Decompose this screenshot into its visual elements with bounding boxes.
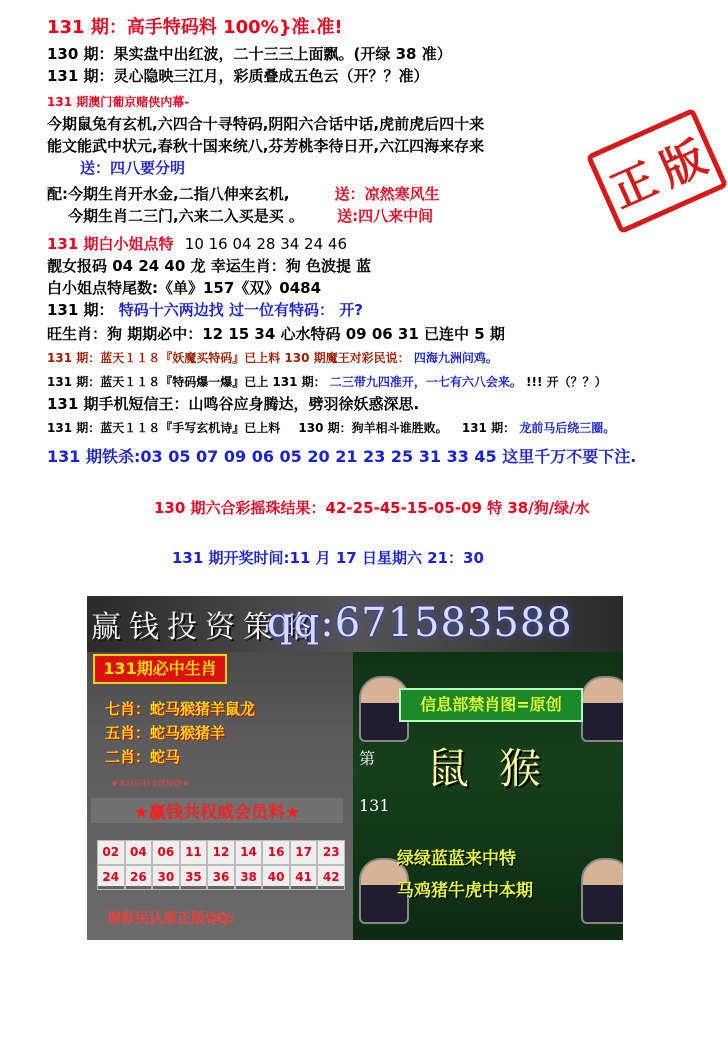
grid-number: 11 <box>180 840 208 865</box>
pair-2-text: 今期生肖二三门,六来二入买是买 。 <box>68 207 304 225</box>
zodiac-row-7: 七肖：蛇马猴猪羊鼠龙 <box>105 700 256 718</box>
bai-label: 131 期白小姐点特 <box>47 235 174 253</box>
grid-number: 23 <box>317 840 345 865</box>
must-win-box: 131期必中生肖 <box>93 654 227 684</box>
stamp-char-1: 正 <box>603 153 665 219</box>
line-riddle-2: 能文能武中状元,春秋十国来统八,芬芳桃李待日开,六江四海来存来 <box>47 137 485 155</box>
title-line: 131 期：高手特码料 100%}准.准! <box>47 17 343 38</box>
grid-number: 26 <box>125 865 153 890</box>
issue-number: 131 <box>359 796 390 815</box>
line-sixteen <box>47 300 363 320</box>
line-sms-king: 131 期手机短信王：山鸣谷应身腾达，劈羽徐妖惑深思. <box>47 395 420 413</box>
line-mystic-poem <box>47 418 615 438</box>
line-130-verse: 130 期：果实盘中出红波，二十三三上面飘。(开绿 38 准） <box>47 45 452 63</box>
grid-number: 40 <box>262 865 290 890</box>
explode-open: !!! 开（？？） <box>526 375 607 389</box>
poem-131-label: 131 期： <box>461 421 516 435</box>
line-131-verse: 131 期：灵心隐映三江月，彩质叠成五色云（开？？准） <box>47 67 429 85</box>
grid-number: 14 <box>235 840 263 865</box>
line-explode-code <box>47 372 607 392</box>
zodiac-row-5: 五肖：蛇马猴猪羊 <box>105 724 226 742</box>
number-grid <box>97 840 345 886</box>
line-pair-1 <box>47 184 440 204</box>
grid-number: 02 <box>97 840 125 865</box>
line-draw-result: 130 期六合彩摇珠结果：42-25-45-15-05-09 特 38/狗/绿/水 <box>154 499 590 517</box>
promo-picture <box>87 596 623 940</box>
grid-number: 12 <box>207 840 235 865</box>
grid-number: 35 <box>180 865 208 890</box>
grid-number: 17 <box>290 840 318 865</box>
grid-number: 04 <box>125 840 153 865</box>
sixteen-text: 特码十六两边找 过一位有特码： 开? <box>118 301 363 319</box>
line-draw-time: 131 期开奖时间:11 月 17 日星期六 21：30 <box>172 549 484 567</box>
animal-hint: 马鸡猪牛虎中本期 <box>397 881 533 901</box>
line-macau-inside: 131 期澳门葡京赌侠内幕- <box>47 95 190 109</box>
line-iron-kill: 131 期铁杀:03 05 07 09 06 05 20 21 23 25 31 33 45 这里千万不要下注. <box>47 447 637 466</box>
line-beauty-numbers: 靓女报码 04 24 40 龙 幸运生肖：狗 色波提 蓝 <box>47 257 372 275</box>
person-portrait-4 <box>581 858 623 924</box>
demon-text: 四海九洲问鸡。 <box>413 351 498 365</box>
poem-label: 131 期：蓝天１１８『手写玄机诗』已上料 <box>47 421 281 435</box>
pair-2-bonus: 送:四八来中间 <box>337 207 434 225</box>
color-hint: 绿绿蓝蓝来中特 <box>397 849 516 869</box>
line-tail-numbers: 白小姐点特尾数:《单》157《双》0484 <box>47 279 322 297</box>
demon-label: 131 期：蓝天１１８『妖魔买特码』已上料 130 期魔王对彩民说： <box>47 351 410 365</box>
person-portrait-2 <box>581 676 623 742</box>
qq-number: qq:671583588 <box>267 600 573 646</box>
poem-130: 130 期：狗羊相斗谁胜败。 <box>298 421 448 435</box>
zodiac-row-2: 二肖：蛇马 <box>105 748 181 766</box>
pair-1-text: 配:今期生肖开水金,二指八伸来玄机, <box>47 185 290 203</box>
grid-number: 16 <box>262 840 290 865</box>
line-demon-code <box>47 348 498 368</box>
stamp-char-2: 版 <box>653 131 714 197</box>
line-lucky-zodiac: 旺生肖：狗 期期必中：12 15 34 心水特码 09 06 31 已连中 5 期 <box>47 325 505 343</box>
qq-verify-line: 请彩民认准正版QQ: <box>107 911 235 927</box>
pair-1-bonus: 送：凉然寒风生 <box>334 185 440 203</box>
bai-numbers: 10 16 04 28 34 24 46 <box>184 235 347 253</box>
info-dept-box: 信息部禁肖图=原创 <box>399 688 583 722</box>
grid-number: 30 <box>152 865 180 890</box>
grid-number: 41 <box>290 865 318 890</box>
grid-number: 06 <box>152 840 180 865</box>
line-pair-2 <box>68 206 433 226</box>
member-banner: ★赢钱共权威会员料★ <box>91 798 343 823</box>
line-riddle-1: 今期鼠兔有玄机,六四合十寻特码,阴阳六合话中话,虎前虎后四十来 <box>47 115 485 133</box>
grid-number: 36 <box>207 865 235 890</box>
line-bai-xiaojie <box>47 234 347 254</box>
sixteen-label: 131 期： <box>47 301 114 319</box>
picture-heading: 赢钱投资策略 <box>91 610 319 645</box>
issue-label-ch: 第 <box>359 749 376 768</box>
grid-number: 42 <box>317 865 345 890</box>
grid-number: 38 <box>235 865 263 890</box>
zhengban-stamp <box>586 108 728 235</box>
fine-print: ★本站资料全部原创★ <box>111 779 190 788</box>
explode-label: 131 期：蓝天１１８『特码爆一爆』已上 131 期： <box>47 375 326 389</box>
featured-zodiac: 鼠猴 <box>427 744 572 793</box>
explode-text: 二三带九四准开，一七有六八会来。 <box>329 375 522 389</box>
line-bonus-48: 送：四八要分明 <box>80 159 186 177</box>
poem-131-text: 龙前马后绕三圈。 <box>519 421 616 435</box>
grid-number: 24 <box>97 865 125 890</box>
